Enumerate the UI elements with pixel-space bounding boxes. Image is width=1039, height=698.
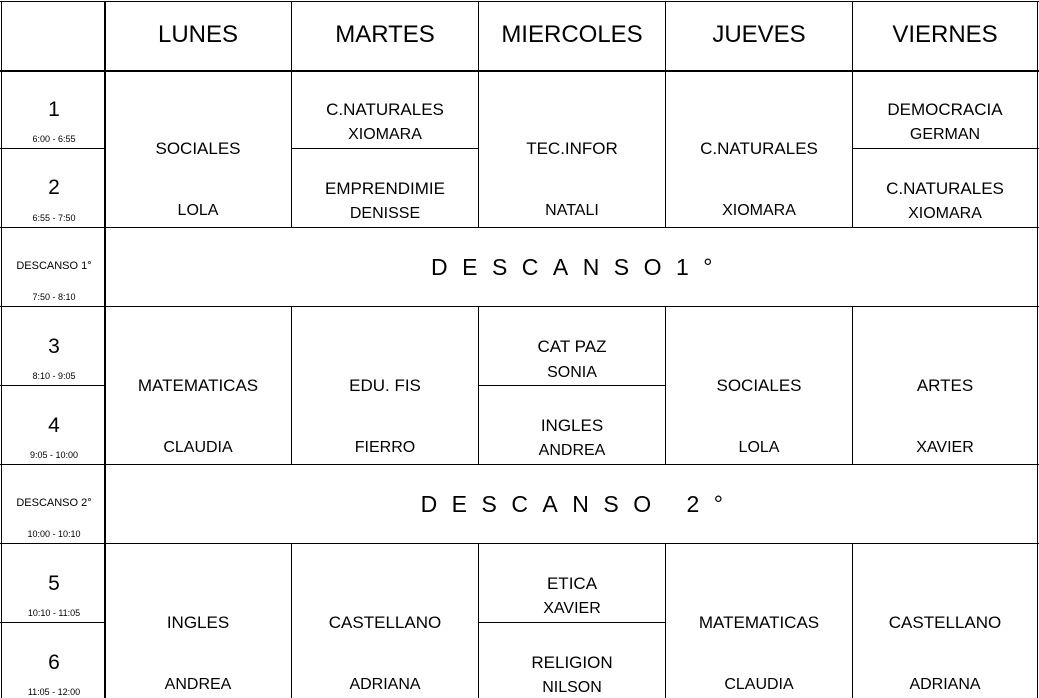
day-header-martes: MARTES (335, 21, 435, 48)
subject-cell: EMPRENDIMIE (325, 179, 445, 198)
subject-cell: CASTELLANO (328, 613, 442, 632)
grid-line (292, 148, 478, 149)
subject-cell: INGLES (166, 613, 230, 632)
teacher-cell: ANDREA (164, 676, 232, 693)
subject-cell: TEC.INFOR (526, 139, 618, 158)
teacher-cell: LOLA (177, 202, 219, 219)
grid-line (0, 385, 105, 386)
subject-cell: CASTELLANO (888, 613, 1002, 632)
period-time: 11:05 - 12:00 (27, 687, 81, 697)
grid-line (0, 464, 1039, 465)
teacher-cell: XAVIER (543, 600, 601, 617)
teacher-cell: NILSON (542, 679, 602, 696)
teacher-cell: GERMAN (909, 126, 981, 143)
teacher-cell: XAVIER (916, 439, 974, 456)
subject-cell: CAT PAZ (537, 337, 607, 356)
subject-cell: INGLES (540, 416, 604, 435)
grid-line (478, 543, 479, 698)
grid-line (104, 1, 106, 698)
period-time: 9:05 - 10:00 (29, 450, 79, 460)
grid-line (0, 70, 1039, 72)
teacher-cell: CLAUDIA (724, 676, 794, 693)
subject-cell: ARTES (916, 376, 974, 395)
period-number: 6 (48, 651, 60, 674)
break-label: DESCANSO 2° (16, 497, 92, 509)
break-banner: DESCANSO1° (431, 254, 727, 280)
grid-line (0, 227, 1039, 228)
subject-cell: DEMOCRACIA (887, 100, 1003, 119)
subject-cell: SOCIALES (155, 139, 241, 158)
teacher-cell: XIOMARA (908, 205, 982, 222)
break-time: 7:50 - 8:10 (32, 292, 76, 302)
teacher-cell: ADRIANA (909, 676, 981, 693)
break-time: 10:00 - 10:10 (27, 529, 81, 539)
teacher-cell: NATALI (545, 202, 599, 219)
grid-line (665, 306, 666, 464)
grid-line (0, 622, 105, 623)
subject-cell: C.NATURALES (700, 139, 818, 158)
grid-line (1037, 1, 1038, 698)
period-number: 2 (48, 176, 60, 199)
teacher-cell: FIERRO (354, 439, 416, 456)
subject-cell: C.NATURALES (326, 100, 444, 119)
period-time: 8:10 - 9:05 (32, 371, 76, 381)
teacher-cell: DENISSE (349, 205, 421, 222)
grid-line (1, 1, 2, 698)
period-number: 1 (48, 98, 60, 121)
grid-line (0, 148, 105, 149)
grid-line (478, 306, 479, 464)
grid-line (0, 1, 1039, 2)
day-header-viernes: VIERNES (892, 21, 998, 48)
period-number: 5 (48, 572, 60, 595)
subject-cell: C.NATURALES (886, 179, 1004, 198)
teacher-cell: ADRIANA (349, 676, 421, 693)
subject-cell: RELIGION (531, 653, 613, 672)
period-number: 3 (48, 335, 60, 358)
grid-line (478, 385, 665, 386)
grid-line (665, 1, 666, 227)
period-time: 6:00 - 6:55 (32, 134, 76, 144)
subject-cell: MATEMATICAS (137, 376, 259, 395)
day-header-jueves: JUEVES (712, 21, 806, 48)
grid-line (0, 306, 1039, 307)
period-time: 6:55 - 7:50 (32, 213, 76, 223)
teacher-cell: SONIA (547, 364, 597, 381)
subject-cell: SOCIALES (716, 376, 802, 395)
subject-cell: EDU. FIS (349, 376, 421, 395)
subject-cell: MATEMATICAS (698, 613, 820, 632)
break-label: DESCANSO 1° (16, 260, 92, 272)
break-banner: DESCANSO 2° (420, 491, 738, 517)
grid-line (0, 543, 1039, 544)
day-header-miercoles: MIERCOLES (501, 21, 643, 48)
period-number: 4 (48, 414, 60, 437)
grid-line (665, 543, 666, 698)
teacher-cell: XIOMARA (348, 126, 422, 143)
grid-line (291, 1, 292, 227)
grid-line (852, 306, 853, 464)
subject-cell: ETICA (546, 574, 598, 593)
day-header-lunes: LUNES (157, 21, 239, 48)
grid-line (291, 543, 292, 698)
grid-line (291, 306, 292, 464)
teacher-cell: LOLA (738, 439, 780, 456)
grid-line (852, 1, 853, 227)
grid-line (478, 1, 479, 227)
teacher-cell: ANDREA (538, 442, 606, 459)
grid-line (852, 148, 1039, 149)
period-time: 10:10 - 11:05 (27, 608, 81, 618)
grid-line (478, 622, 665, 623)
teacher-cell: XIOMARA (722, 202, 796, 219)
teacher-cell: CLAUDIA (163, 439, 233, 456)
grid-line (852, 543, 853, 698)
